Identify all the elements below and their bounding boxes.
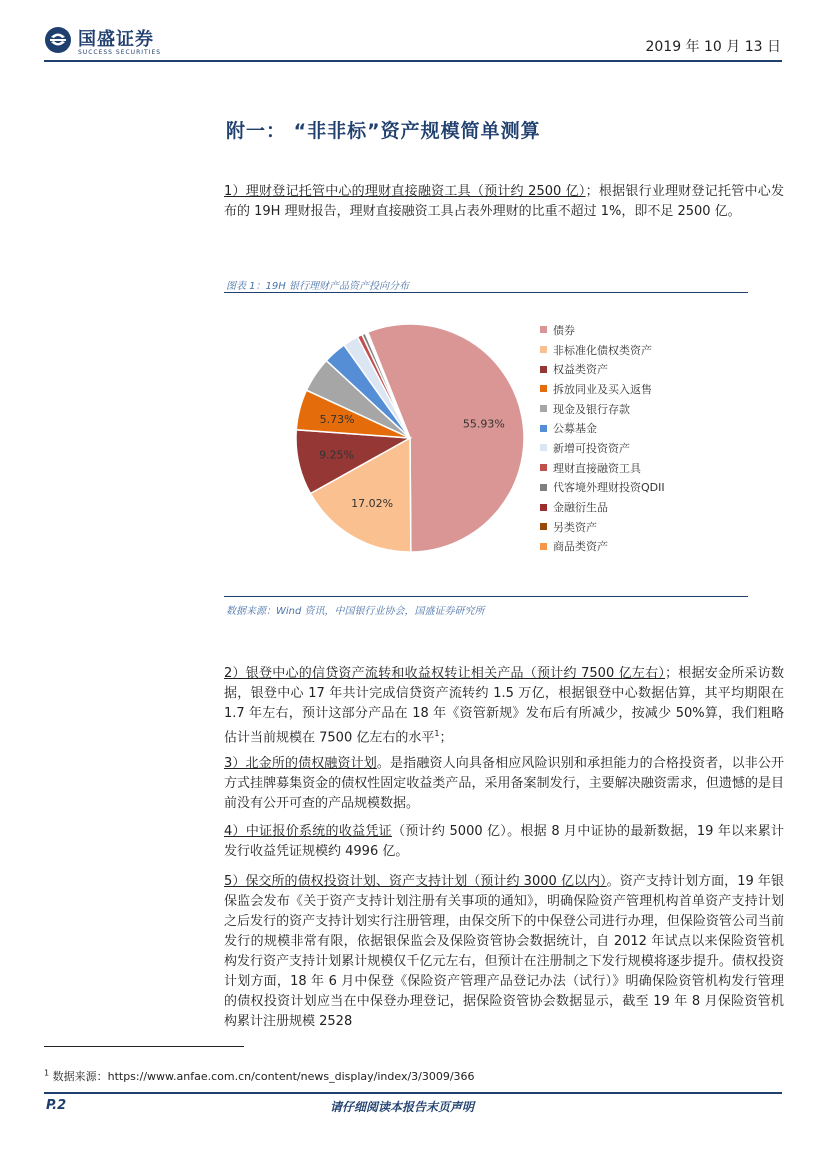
legend-item-1 [540,340,665,360]
figure-caption: 图表 1：19H 银行理财产品资产投向分布 [226,281,409,292]
legend-swatch-3 [540,385,547,392]
footnote-number: 1 [44,1068,50,1078]
footnote [44,1068,475,1084]
legend-label-4: 现金及银行存款 [553,402,630,416]
paragraph-2 [224,664,784,748]
legend-item-0 [540,320,665,340]
paragraph-2-end: ； [439,730,453,746]
paragraph-4-body: （预计约 5000 亿）。根据 8 月中证协的最新数据，19 年以来累计发行收益凭证规模约 4996 亿。 [224,824,784,859]
pie-data-label-1: 17.02% [351,497,394,511]
pie-data-label-2: 9.25% [319,448,355,462]
pie-chart [292,320,528,556]
chart-legend [540,320,665,556]
legend-swatch-2 [540,366,547,373]
paragraph-3-heading: 3）北金所的债权融资计划 [224,756,377,771]
footer-divider [44,1092,782,1094]
legend-item-3 [540,379,665,399]
header-divider [44,60,782,62]
logo-subtext: SUCCESS SECURITIES [78,49,162,56]
logo-mark-icon [44,26,72,54]
legend-item-10 [540,517,665,537]
legend-label-6: 新增可投资资产 [553,441,630,455]
legend-item-11 [540,537,665,557]
paragraph-2-body: ；根据安金所采访数据，银登中心 17 年共计完成信贷资产流转约 1.5 万亿，根据银登中心数据估算，其平均期限在 1.7 年左右，预计这部分产品在 18 年《资管新规》发布后有所减少，按减少 50%算，我们粗略估计当前规模在 7500 亿左右的水平 [224,666,784,746]
footer-disclaimer: 请仔细阅读本报告末页声明 [330,1100,475,1114]
legend-label-5: 公募基金 [553,422,597,436]
section-title: 附一： “非非标”资产规模简单测算 [226,120,541,142]
legend-swatch-1 [540,346,547,353]
figure-source: 数据来源：Wind 资讯，中国银行业协会，国盛证券研究所 [226,606,485,617]
legend-label-2: 权益类资产 [553,363,608,377]
legend-swatch-9 [540,504,547,511]
legend-swatch-11 [540,543,547,550]
pie-data-label-3: 5.73% [319,413,355,427]
paragraph-3 [224,754,784,814]
figure-top-rule [224,292,748,293]
footnote-text: 数据来源：https://www.anfae.com.cn/content/news_display/index/3/3009/366 [52,1070,475,1083]
legend-item-6 [540,438,665,458]
legend-label-3: 拆放同业及买入返售 [553,382,652,396]
paragraph-1-heading: 1）理财登记托管中心的理财直接融资工具（预计约 2500 亿） [224,184,586,199]
legend-item-5 [540,418,665,438]
legend-label-1: 非标准化债权类资产 [553,343,652,357]
report-date: 2019 年 10 月 13 日 [645,39,781,55]
legend-swatch-8 [540,484,547,491]
paragraph-2-heading: 2）银登中心的信贷资产流转和收益权转让相关产品（预计约 7500 亿左右） [224,666,666,681]
footnote-ref[interactable]: 1 [434,729,440,738]
legend-label-11: 商品类资产 [553,540,608,554]
paragraph-1 [224,182,784,222]
legend-item-4 [540,399,665,419]
legend-swatch-10 [540,523,547,530]
legend-swatch-5 [540,425,547,432]
legend-label-7: 理财直接融资工具 [553,461,641,475]
legend-swatch-4 [540,405,547,412]
legend-item-8 [540,478,665,498]
paragraph-5 [224,872,784,1032]
paragraph-4-heading: 4）中证报价系统的收益凭证 [224,824,392,839]
paragraph-5-heading: 5）保交所的债权投资计划、资产支持计划（预计约 3000 亿以内） [224,874,607,889]
legend-item-7 [540,458,665,478]
legend-label-8: 代客境外理财投资QDII [553,481,665,495]
logo-text: 国盛证券 [78,29,154,50]
legend-label-9: 金融衍生品 [553,501,608,515]
paragraph-5-body: 。资产支持计划方面，19 年银保监会发布《关于资产支持计划注册有关事项的通知》，明确保险资产管理机构首单资产支持计划之后发行的资产支持计划实行注册管理，由保交所下的中保登公司进行办理，但保险资管公司当前发行的规模非常有限，依据银保监会及保险资管协会数据统计，自 2012 年试点以来保险资管机构发行资产支持计划累计规模仅千亿元左右，但预计在注册制之下发行规模将逐步提升。债权投资计划方面，18 年 6 月中保登《保险资产管理产品登记办法（试行）》明确保险资管机构发行管理的债权投资计划应当在中保登办理登记，据保险资管协会数据显示，截至 19 年 8 月保险资管机构累计注册规模 2528 [224,874,784,1029]
legend-swatch-7 [540,464,547,471]
legend-swatch-0 [540,326,547,333]
legend-item-9 [540,497,665,517]
legend-item-2 [540,359,665,379]
paragraph-4 [224,822,784,862]
pie-data-label-0: 55.93% [462,417,505,431]
footnote-divider [44,1046,244,1047]
legend-label-0: 债券 [553,323,575,337]
page-number: P.2 [46,1098,67,1113]
paragraph-3-body: 。是指融资人向具备相应风险识别和承担能力的合格投资者，以非公开方式挂牌募集资金的债权性固定收益类产品，采用备案制发行，主要解决融资需求，但遗憾的是目前没有公开可查的产品规模数据。 [224,756,784,811]
legend-label-10: 另类资产 [553,520,597,534]
figure-bottom-rule [224,596,748,597]
legend-swatch-6 [540,444,547,451]
company-logo [44,22,174,64]
paragraph-1-body: ；根据银行业理财登记托管中心发布的 19H 理财报告，理财直接融资工具占表外理财的比重不超过 1%，即不足 2500 亿。 [224,184,784,219]
